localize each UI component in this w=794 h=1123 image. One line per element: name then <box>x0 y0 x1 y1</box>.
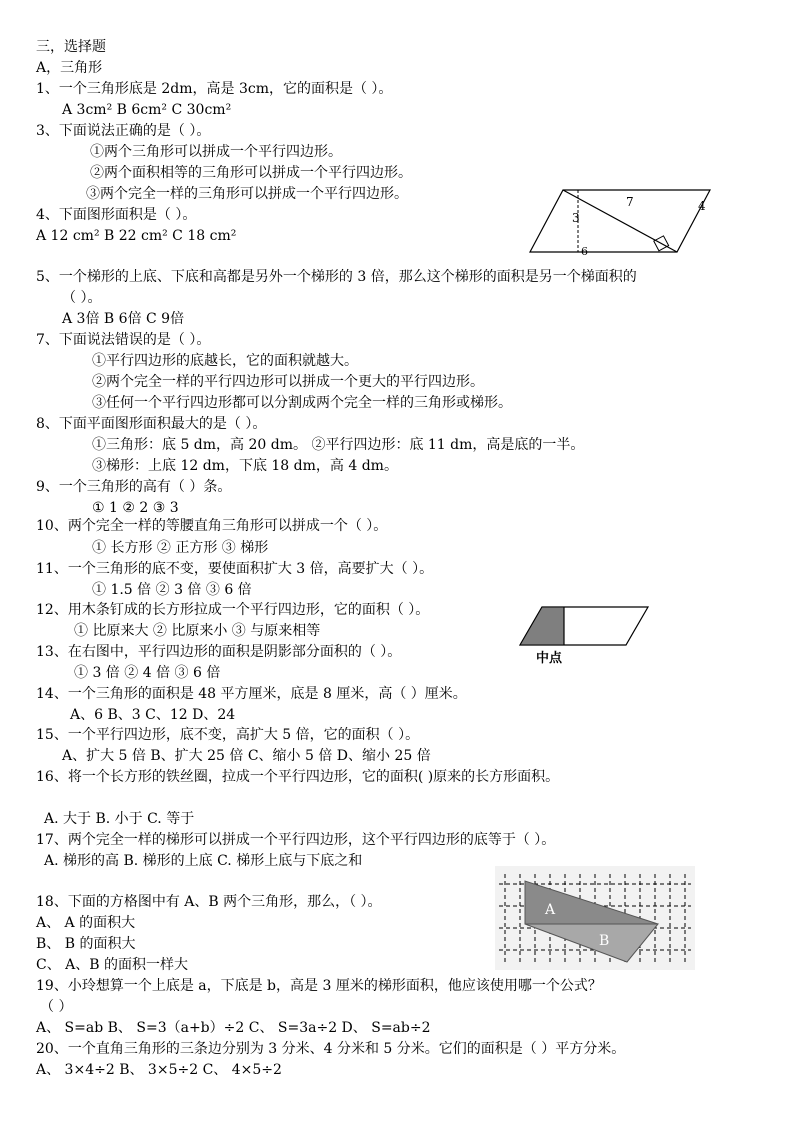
question-17: 17、两个完全一样的梯形可以拼成一个平行四边形，这个平行四边形的底等于（ ）。 <box>36 832 556 848</box>
question-11-options: ① 1.5 倍 ② 3 倍 ③ 6 倍 <box>92 582 252 598</box>
label-6: 6 <box>581 245 588 256</box>
question-10-options: ① 长方形 ② 正方形 ③ 梯形 <box>92 540 269 556</box>
question-8-options-1: ①三角形：底 5 dm，高 20 dm。 ②平行四边形：底 11 dm，高是底的一半。 <box>92 437 585 453</box>
question-7-statement-1: ①平行四边形的底越长，它的面积就越大。 <box>92 353 358 369</box>
question-1: 1、一个三角形底是 2dm，高是 3cm，它的面积是（ ）。 <box>36 81 393 97</box>
question-5-blank: （ ）。 <box>62 290 102 306</box>
question-12: 12、用木条钉成的长方形拉成一个平行四边形，它的面积（ ）。 <box>36 602 430 618</box>
question-4: 4、下面图形面积是（ ）。 <box>36 207 197 223</box>
question-18-option-a: A、 A 的面积大 <box>36 915 136 931</box>
question-18: 18、下面的方格图中有 A、B 两个三角形，那么，（ ）。 <box>36 894 382 910</box>
label-7: 7 <box>626 195 634 209</box>
question-13-options: ① 3 倍 ② 4 倍 ③ 6 倍 <box>74 665 221 681</box>
question-19-options: A、 S=ab B、 S=3（a+b）÷2 C、 S=3a÷2 D、 S=ab÷2 <box>36 1020 431 1036</box>
subsection-title: A，三角形 <box>36 60 103 76</box>
question-9: 9、一个三角形的高有（ ）条。 <box>36 479 232 495</box>
question-19: 19、小玲想算一个上底是 a，下底是 b，高是 3 厘米的梯形面积，他应该使用哪一个公式？ <box>36 978 602 994</box>
question-20-options: A、 3×4÷2 B、 3×5÷2 C、 4×5÷2 <box>36 1062 282 1078</box>
question-16-options: A. 大于 B. 小于 C. 等于 <box>44 811 195 827</box>
label-a: A <box>545 902 556 918</box>
question-7: 7、下面说法错误的是（ ）。 <box>36 332 211 348</box>
question-1-options: A 3cm² B 6cm² C 30cm² <box>62 102 232 118</box>
question-18-option-b: B、 B 的面积大 <box>36 936 136 952</box>
question-9-options: ① 1 ② 2 ③ 3 <box>92 500 179 516</box>
question-5: 5、一个梯形的上底、下底和高都是另外一个梯形的 3 倍，那么这个梯形的面积是另一个梯面积的 <box>36 269 637 285</box>
question-3-statement-1: ①两个三角形可以拼成一个平行四边形。 <box>90 144 342 160</box>
question-3-statement-2: ②两个面积相等的三角形可以拼成一个平行四边形。 <box>90 165 412 181</box>
label-4: 4 <box>698 199 706 213</box>
question-10: 10、两个完全一样的等腰直角三角形可以拼成一个（ ）。 <box>36 518 388 534</box>
question-7-statement-3: ③任何一个平行四边形都可以分割成两个完全一样的三角形或梯形。 <box>92 395 512 411</box>
question-3: 3、下面说法正确的是（ ）。 <box>36 123 211 139</box>
parallelogram-figure <box>520 184 720 256</box>
label-3: 3 <box>572 211 580 225</box>
question-8: 8、下面平面图形面积最大的是（ ）。 <box>36 416 267 432</box>
question-11: 11、一个三角形的底不变，要使面积扩大 3 倍，高要扩大（ ）。 <box>36 561 434 577</box>
question-7-statement-2: ②两个完全一样的平行四边形可以拼成一个更大的平行四边形。 <box>92 374 484 390</box>
question-15: 15、一个平行四边形，底不变，高扩大 5 倍，它的面积（ ）。 <box>36 727 420 743</box>
question-13: 13、在右图中，平行四边形的面积是阴影部分面积的（ ）。 <box>36 644 402 660</box>
question-19-blank: （ ） <box>40 999 73 1015</box>
question-15-options: A、扩大 5 倍 B、扩大 25 倍 C、缩小 5 倍 D、缩小 25 倍 <box>62 748 431 764</box>
midpoint-label: 中点 <box>536 651 563 666</box>
question-18-option-c: C、 A、B 的面积一样大 <box>36 957 189 973</box>
question-16: 16、将一个长方形的铁丝圈，拉成一个平行四边形，它的面积( )原来的长方形面积。 <box>36 769 560 785</box>
question-3-statement-3: ③两个完全一样的三角形可以拼成一个平行四边形。 <box>86 186 408 202</box>
question-8-options-2: ③梯形：上底 12 dm，下底 18 dm，高 4 dm。 <box>92 458 398 474</box>
question-17-options: A. 梯形的高 B. 梯形的上底 C. 梯形上底与下底之和 <box>44 853 363 869</box>
grid-triangles-figure <box>495 866 695 970</box>
question-14-options: A、6 B、3 C、12 D、24 <box>70 707 236 723</box>
midpoint-figure <box>514 604 654 666</box>
section-title: 三，选择题 <box>36 39 106 55</box>
question-4-options: A 12 cm² B 22 cm² C 18 cm² <box>36 228 237 244</box>
question-14: 14、一个三角形的面积是 48 平方厘米，底是 8 厘米，高（ ）厘米。 <box>36 686 467 702</box>
question-5-options: A 3倍 B 6倍 C 9倍 <box>62 311 185 327</box>
label-b: B <box>599 933 610 949</box>
question-20: 20、一个直角三角形的三条边分别为 3 分米、4 分米和 5 分米。它们的面积是（ ）平方分米。 <box>36 1041 626 1057</box>
question-12-options: ① 比原来大 ② 比原来小 ③ 与原来相等 <box>74 623 321 639</box>
